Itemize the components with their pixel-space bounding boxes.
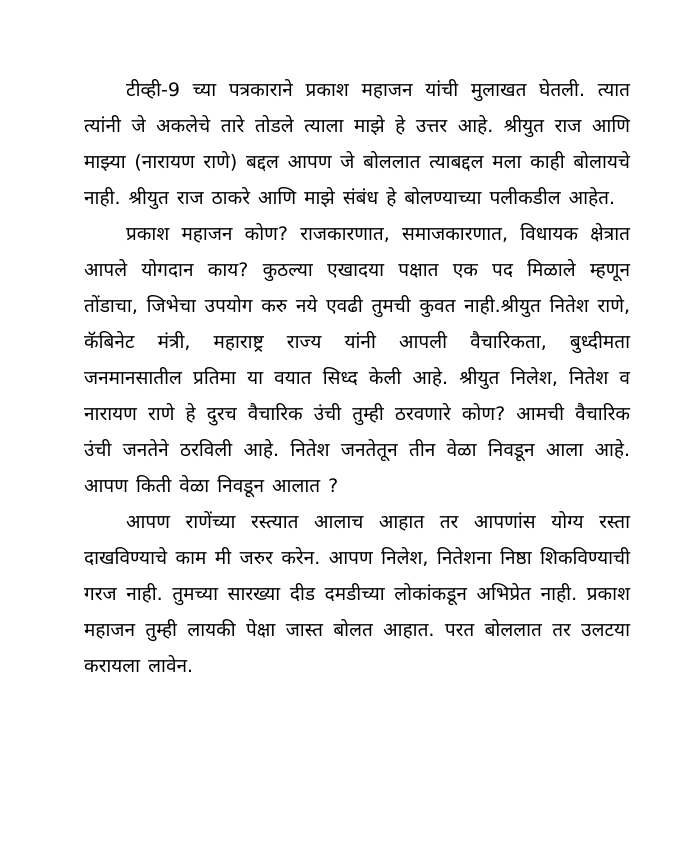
paragraph-warning: आपण राणेंच्या रस्त्यात आलाच आहात तर आपणांस योग्य रस्ता दाखविण्याचे काम मी जरुर करेन. आपण निलेश, नितेशना निष्ठा शिकविण्याची गरज नाही. तुमच्या सारख्या दीड दमडीच्या लोकांकडून अभिप्रेत नाही. प्रकाश महाजन तुम्ही लायकी पेक्षा जास्त बोलत आहात. परत बोललात तर उलटया करायला लावेन. — [84, 511, 630, 677]
paragraph-intro: टीव्ही-9 च्या पत्रकाराने प्रकाश महाजन यांची मुलाखत घेतली. त्यात त्यांनी जे अकलेचे तारे तोडले त्याला माझे हे उत्तर आहे. श्रीयुत राज आणि माझ्या (नारायण राणे) बद्दल आपण जे बोललात त्याबद्दल मला काही बोलायचे नाही. श्रीयुत राज ठाकरे आणि माझे संबंध हे बोलण्याच्या पलीकडील आहेत. — [84, 79, 630, 209]
letter-body — [84, 72, 630, 684]
paragraph-question: प्रकाश महाजन कोण? राजकारणात, समाजकारणात, विधायक क्षेत्रात आपले योगदान काय? कुठल्या एखादया पक्षात एक पद मिळाले म्हणून तोंडाचा, जिभेचा उपयोग करु नये एवढी तुमची कुवत नाही.श्रीयुत नितेश राणे, कॅबिनेट मंत्री, महाराष्ट्र राज्य यांनी आपली वैचारिकता, बुध्दीमता जनमानसातील प्रतिमा या वयात सिध्द केली आहे. श्रीयुत निलेश, नितेश व नारायण राणे हे दुरच वैचारिक उंची तुम्ही ठरवणारे कोण? आमची वैचारिक उंची जनतेने ठरविली आहे. नितेश जनतेतून तीन वेळा निवडून आला आहे. आपण किती वेळा निवडून आलात ? — [84, 223, 630, 497]
